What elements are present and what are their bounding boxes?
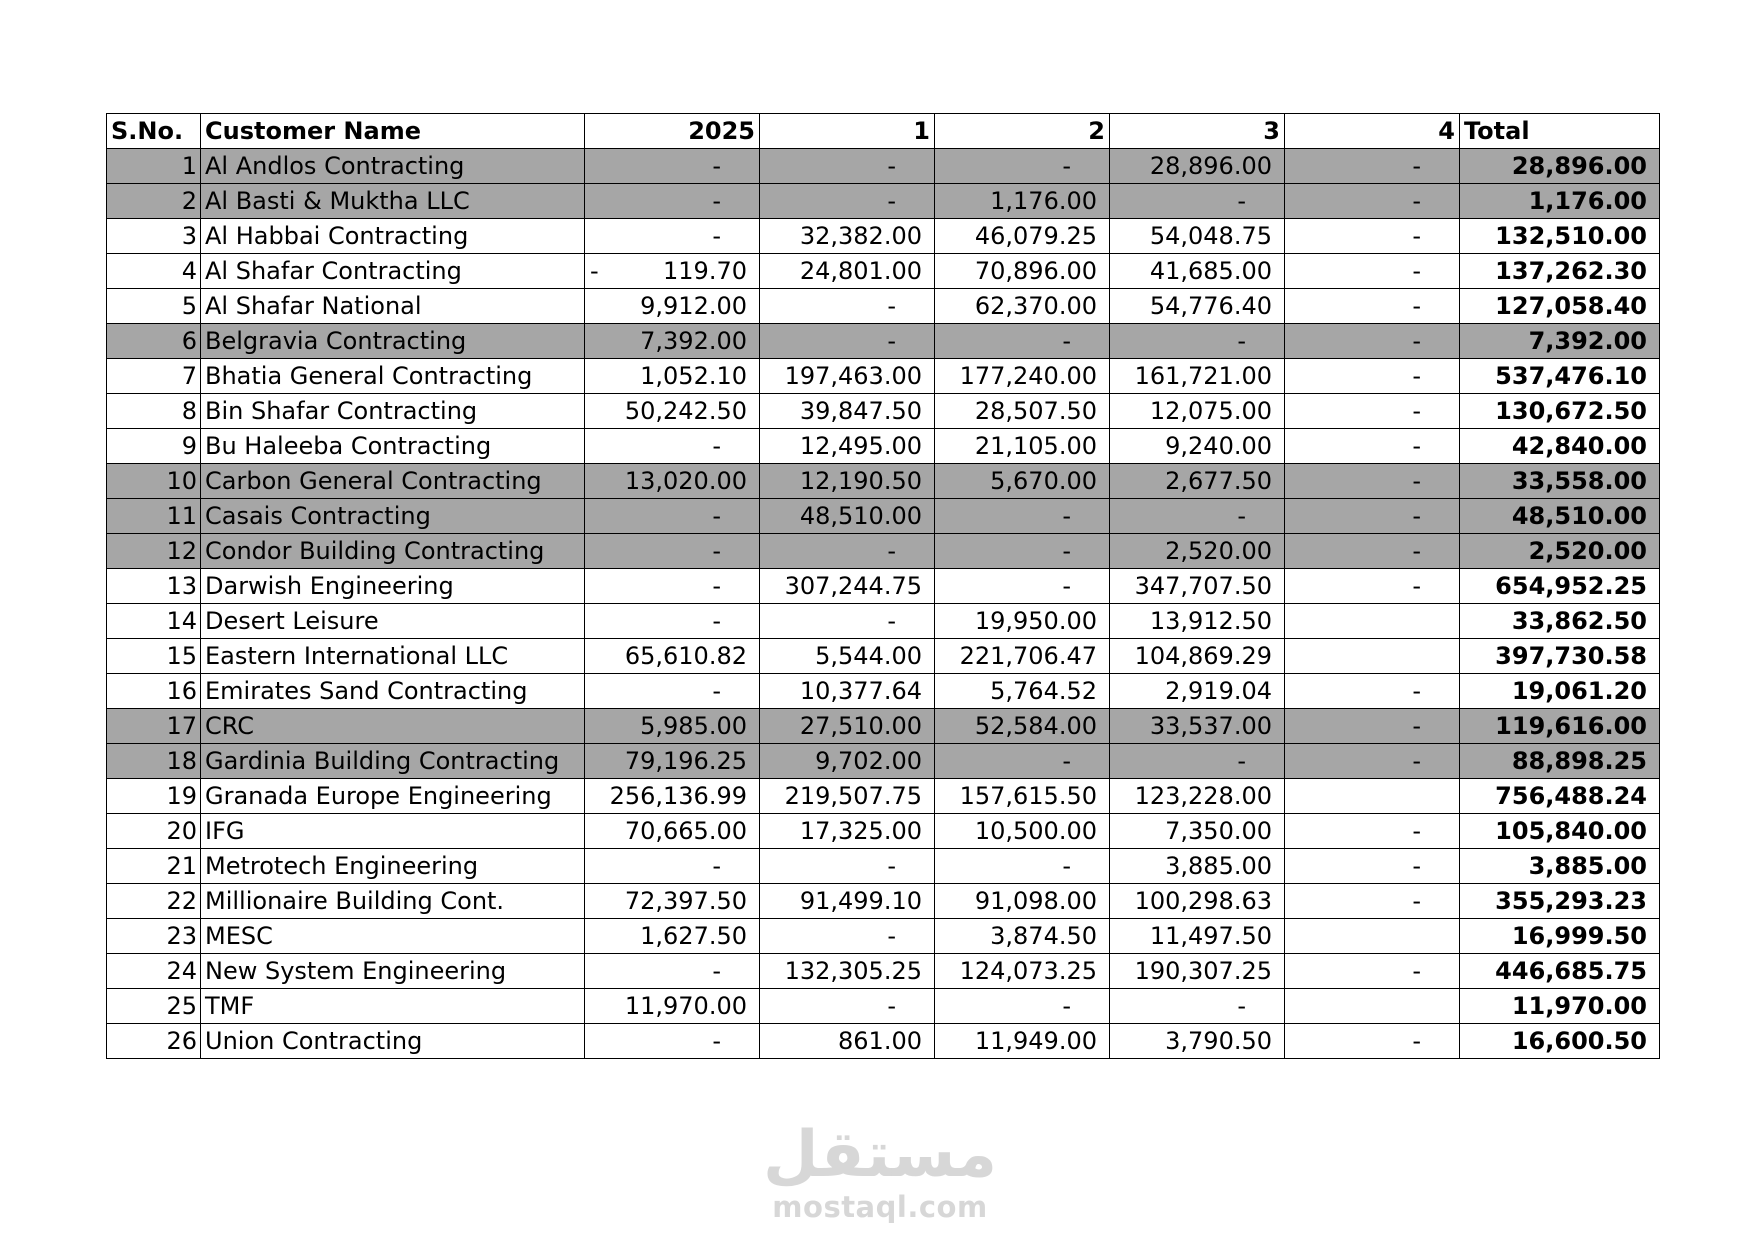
cell-total: 137,262.30	[1460, 254, 1660, 289]
watermark	[760, 1120, 1000, 1224]
cell-col-2: 21,105.00	[935, 429, 1110, 464]
cell-customer-name: Gardinia Building Contracting	[201, 744, 585, 779]
customer-table	[106, 113, 1660, 1059]
cell-col-2025: -	[585, 849, 760, 884]
header-row	[107, 114, 1660, 149]
cell-col-2025: 72,397.50	[585, 884, 760, 919]
cell-col-3: 13,912.50	[1110, 604, 1285, 639]
cell-col-3: -	[1110, 184, 1285, 219]
table-row	[107, 779, 1660, 814]
cell-col-4	[1285, 989, 1460, 1024]
cell-customer-name: Metrotech Engineering	[201, 849, 585, 884]
cell-total: 130,672.50	[1460, 394, 1660, 429]
cell-sno: 1	[107, 149, 201, 184]
cell-sno: 15	[107, 639, 201, 674]
table-row	[107, 919, 1660, 954]
cell-total: 654,952.25	[1460, 569, 1660, 604]
table-row	[107, 814, 1660, 849]
cell-col-2: 3,874.50	[935, 919, 1110, 954]
cell-col-2025: -	[585, 1024, 760, 1059]
table-row	[107, 569, 1660, 604]
cell-total: 33,862.50	[1460, 604, 1660, 639]
cell-sno: 11	[107, 499, 201, 534]
cell-col-3: -	[1110, 744, 1285, 779]
cell-col-1: 24,801.00	[760, 254, 935, 289]
cell-col-4: -	[1285, 569, 1460, 604]
cell-col-4: -	[1285, 849, 1460, 884]
cell-col-2025: -	[585, 149, 760, 184]
cell-col-1: -	[760, 289, 935, 324]
cell-col-4	[1285, 604, 1460, 639]
cell-total: 537,476.10	[1460, 359, 1660, 394]
cell-col-3: -	[1110, 989, 1285, 1024]
cell-sno: 16	[107, 674, 201, 709]
cell-col-4: -	[1285, 674, 1460, 709]
cell-total: 119,616.00	[1460, 709, 1660, 744]
header-sno: S.No.	[107, 114, 201, 149]
cell-total: 3,885.00	[1460, 849, 1660, 884]
cell-customer-name: New System Engineering	[201, 954, 585, 989]
cell-col-2: 177,240.00	[935, 359, 1110, 394]
cell-sno: 10	[107, 464, 201, 499]
cell-col-1: 9,702.00	[760, 744, 935, 779]
cell-col-2: 5,670.00	[935, 464, 1110, 499]
cell-col-4: -	[1285, 499, 1460, 534]
cell-col-3: 7,350.00	[1110, 814, 1285, 849]
cell-col-2025: -	[585, 429, 760, 464]
cell-col-3: 9,240.00	[1110, 429, 1285, 464]
cell-col-3: 12,075.00	[1110, 394, 1285, 429]
cell-customer-name: Belgravia Contracting	[201, 324, 585, 359]
cell-sno: 12	[107, 534, 201, 569]
table-row	[107, 849, 1660, 884]
cell-total: 42,840.00	[1460, 429, 1660, 464]
cell-sno: 6	[107, 324, 201, 359]
cell-col-2: 28,507.50	[935, 394, 1110, 429]
cell-col-2025	[585, 254, 760, 289]
cell-col-2: 10,500.00	[935, 814, 1110, 849]
cell-total: 7,392.00	[1460, 324, 1660, 359]
cell-total: 11,970.00	[1460, 989, 1660, 1024]
cell-col-4: -	[1285, 744, 1460, 779]
watermark-url: mostaql.com	[772, 1190, 988, 1224]
table-row	[107, 1024, 1660, 1059]
cell-total: 88,898.25	[1460, 744, 1660, 779]
cell-col-2025: -	[585, 954, 760, 989]
table-row	[107, 254, 1660, 289]
cell-col-1: 861.00	[760, 1024, 935, 1059]
cell-col-2: -	[935, 569, 1110, 604]
cell-col-3: 33,537.00	[1110, 709, 1285, 744]
cell-col-4: -	[1285, 464, 1460, 499]
cell-customer-name: Al Basti & Muktha LLC	[201, 184, 585, 219]
cell-col-1: 32,382.00	[760, 219, 935, 254]
cell-col-4: -	[1285, 709, 1460, 744]
negative-sign: -	[590, 257, 599, 285]
cell-col-2025: 13,020.00	[585, 464, 760, 499]
cell-col-1: 91,499.10	[760, 884, 935, 919]
cell-col-4: -	[1285, 1024, 1460, 1059]
header-4: 4	[1285, 114, 1460, 149]
cell-col-2025: 256,136.99	[585, 779, 760, 814]
cell-col-4: -	[1285, 359, 1460, 394]
cell-col-2025: 50,242.50	[585, 394, 760, 429]
table-row	[107, 394, 1660, 429]
table-body	[107, 149, 1660, 1059]
cell-col-1: 39,847.50	[760, 394, 935, 429]
header-customer-name: Customer Name	[201, 114, 585, 149]
cell-col-1: 17,325.00	[760, 814, 935, 849]
cell-col-1: -	[760, 184, 935, 219]
cell-sno: 3	[107, 219, 201, 254]
cell-customer-name: TMF	[201, 989, 585, 1024]
cell-col-2: -	[935, 499, 1110, 534]
cell-col-4: -	[1285, 394, 1460, 429]
table-row	[107, 674, 1660, 709]
cell-col-4: -	[1285, 324, 1460, 359]
cell-col-1: -	[760, 534, 935, 569]
cell-customer-name: Bhatia General Contracting	[201, 359, 585, 394]
cell-customer-name: Condor Building Contracting	[201, 534, 585, 569]
cell-sno: 24	[107, 954, 201, 989]
table-row	[107, 464, 1660, 499]
cell-sno: 26	[107, 1024, 201, 1059]
cell-col-3: 3,885.00	[1110, 849, 1285, 884]
cell-col-1: -	[760, 849, 935, 884]
cell-total: 28,896.00	[1460, 149, 1660, 184]
header-3: 3	[1110, 114, 1285, 149]
cell-col-2: 1,176.00	[935, 184, 1110, 219]
table-row	[107, 429, 1660, 464]
cell-sno: 14	[107, 604, 201, 639]
cell-col-1: 12,495.00	[760, 429, 935, 464]
cell-col-3: 28,896.00	[1110, 149, 1285, 184]
cell-col-3: 2,520.00	[1110, 534, 1285, 569]
cell-col-2025: -	[585, 184, 760, 219]
cell-col-2: -	[935, 849, 1110, 884]
cell-customer-name: Granada Europe Engineering	[201, 779, 585, 814]
cell-col-3: 41,685.00	[1110, 254, 1285, 289]
cell-col-2025: 9,912.00	[585, 289, 760, 324]
cell-customer-name: Eastern International LLC	[201, 639, 585, 674]
cell-customer-name: MESC	[201, 919, 585, 954]
table-row	[107, 884, 1660, 919]
cell-sno: 19	[107, 779, 201, 814]
cell-customer-name: CRC	[201, 709, 585, 744]
cell-sno: 17	[107, 709, 201, 744]
cell-col-2: -	[935, 534, 1110, 569]
cell-col-2025: 7,392.00	[585, 324, 760, 359]
cell-col-2025: 70,665.00	[585, 814, 760, 849]
table-row	[107, 954, 1660, 989]
cell-sno: 9	[107, 429, 201, 464]
cell-customer-name: Al Shafar Contracting	[201, 254, 585, 289]
cell-sno: 8	[107, 394, 201, 429]
cell-col-1: -	[760, 149, 935, 184]
header-total: Total	[1460, 114, 1660, 149]
cell-total: 16,999.50	[1460, 919, 1660, 954]
cell-total: 48,510.00	[1460, 499, 1660, 534]
cell-col-3: 2,919.04	[1110, 674, 1285, 709]
cell-sno: 2	[107, 184, 201, 219]
cell-col-1: 10,377.64	[760, 674, 935, 709]
header-2025: 2025	[585, 114, 760, 149]
cell-col-2025: 1,627.50	[585, 919, 760, 954]
cell-col-2: 5,764.52	[935, 674, 1110, 709]
cell-col-1: 12,190.50	[760, 464, 935, 499]
cell-col-1: -	[760, 324, 935, 359]
cell-col-2: -	[935, 989, 1110, 1024]
cell-col-2: 46,079.25	[935, 219, 1110, 254]
cell-sno: 18	[107, 744, 201, 779]
cell-sno: 25	[107, 989, 201, 1024]
cell-col-1: 197,463.00	[760, 359, 935, 394]
table-row	[107, 219, 1660, 254]
cell-col-2: 91,098.00	[935, 884, 1110, 919]
cell-col-3: 123,228.00	[1110, 779, 1285, 814]
cell-col-2: -	[935, 149, 1110, 184]
cell-col-3: 104,869.29	[1110, 639, 1285, 674]
cell-col-1: -	[760, 604, 935, 639]
cell-col-3: 190,307.25	[1110, 954, 1285, 989]
cell-total: 397,730.58	[1460, 639, 1660, 674]
cell-col-4	[1285, 639, 1460, 674]
cell-col-3: 54,776.40	[1110, 289, 1285, 324]
cell-col-4	[1285, 779, 1460, 814]
cell-col-1: -	[760, 919, 935, 954]
table-row	[107, 324, 1660, 359]
cell-col-2: 70,896.00	[935, 254, 1110, 289]
cell-customer-name: Emirates Sand Contracting	[201, 674, 585, 709]
cell-col-4: -	[1285, 534, 1460, 569]
cell-customer-name: Bin Shafar Contracting	[201, 394, 585, 429]
table-row	[107, 709, 1660, 744]
cell-col-1: -	[760, 989, 935, 1024]
table-row	[107, 499, 1660, 534]
cell-sno: 4	[107, 254, 201, 289]
cell-customer-name: Desert Leisure	[201, 604, 585, 639]
cell-col-4: -	[1285, 289, 1460, 324]
cell-col-2025: -	[585, 219, 760, 254]
cell-col-4: -	[1285, 954, 1460, 989]
cell-total: 33,558.00	[1460, 464, 1660, 499]
cell-total: 446,685.75	[1460, 954, 1660, 989]
cell-col-3: 3,790.50	[1110, 1024, 1285, 1059]
cell-col-3: 11,497.50	[1110, 919, 1285, 954]
cell-total: 16,600.50	[1460, 1024, 1660, 1059]
header-1: 1	[760, 114, 935, 149]
cell-customer-name: Bu Haleeba Contracting	[201, 429, 585, 464]
table-row	[107, 359, 1660, 394]
table-row	[107, 534, 1660, 569]
cell-customer-name: Al Andlos Contracting	[201, 149, 585, 184]
cell-total: 2,520.00	[1460, 534, 1660, 569]
cell-col-2: 157,615.50	[935, 779, 1110, 814]
cell-col-2025: 11,970.00	[585, 989, 760, 1024]
cell-total: 132,510.00	[1460, 219, 1660, 254]
cell-col-4: -	[1285, 429, 1460, 464]
table-row	[107, 744, 1660, 779]
cell-col-4: -	[1285, 149, 1460, 184]
cell-col-2025: -	[585, 499, 760, 534]
cell-col-3: 347,707.50	[1110, 569, 1285, 604]
cell-customer-name: Carbon General Contracting	[201, 464, 585, 499]
cell-col-3: 100,298.63	[1110, 884, 1285, 919]
cell-col-2: 11,949.00	[935, 1024, 1110, 1059]
table-row	[107, 989, 1660, 1024]
cell-total: 355,293.23	[1460, 884, 1660, 919]
cell-col-2025: -	[585, 674, 760, 709]
header-2: 2	[935, 114, 1110, 149]
cell-col-2: 62,370.00	[935, 289, 1110, 324]
cell-customer-name: Al Habbai Contracting	[201, 219, 585, 254]
cell-col-1: 27,510.00	[760, 709, 935, 744]
cell-col-1: 132,305.25	[760, 954, 935, 989]
cell-col-4: -	[1285, 254, 1460, 289]
cell-col-2: -	[935, 324, 1110, 359]
cell-col-2025: 65,610.82	[585, 639, 760, 674]
cell-total: 1,176.00	[1460, 184, 1660, 219]
cell-col-2025: 79,196.25	[585, 744, 760, 779]
cell-col-4: -	[1285, 814, 1460, 849]
cell-customer-name: IFG	[201, 814, 585, 849]
cell-col-2: 52,584.00	[935, 709, 1110, 744]
cell-col-4: -	[1285, 184, 1460, 219]
cell-col-4	[1285, 919, 1460, 954]
cell-customer-name: Al Shafar National	[201, 289, 585, 324]
cell-col-2025: 5,985.00	[585, 709, 760, 744]
cell-sno: 22	[107, 884, 201, 919]
table-row	[107, 289, 1660, 324]
cell-sno: 20	[107, 814, 201, 849]
table-row	[107, 639, 1660, 674]
table-row	[107, 149, 1660, 184]
cell-col-1: 219,507.75	[760, 779, 935, 814]
table-row	[107, 604, 1660, 639]
cell-col-2025: -	[585, 569, 760, 604]
cell-col-4: -	[1285, 219, 1460, 254]
cell-col-3: -	[1110, 499, 1285, 534]
cell-total: 127,058.40	[1460, 289, 1660, 324]
cell-col-4: -	[1285, 884, 1460, 919]
cell-col-1: 307,244.75	[760, 569, 935, 604]
cell-sno: 13	[107, 569, 201, 604]
watermark-logo: مستقل	[762, 1118, 998, 1192]
cell-sno: 5	[107, 289, 201, 324]
cell-col-2: 124,073.25	[935, 954, 1110, 989]
cell-col-3: 2,677.50	[1110, 464, 1285, 499]
cell-total: 756,488.24	[1460, 779, 1660, 814]
cell-col-3: -	[1110, 324, 1285, 359]
cell-total: 105,840.00	[1460, 814, 1660, 849]
table-row	[107, 184, 1660, 219]
cell-sno: 7	[107, 359, 201, 394]
cell-col-3: 54,048.75	[1110, 219, 1285, 254]
cell-col-2025: -	[585, 534, 760, 569]
cell-total: 19,061.20	[1460, 674, 1660, 709]
cell-col-2: 19,950.00	[935, 604, 1110, 639]
cell-customer-name: Casais Contracting	[201, 499, 585, 534]
cell-col-2025: -	[585, 604, 760, 639]
cell-customer-name: Darwish Engineering	[201, 569, 585, 604]
cell-col-1: 5,544.00	[760, 639, 935, 674]
cell-col-1: 48,510.00	[760, 499, 935, 534]
cell-col-2: 221,706.47	[935, 639, 1110, 674]
cell-col-2: -	[935, 744, 1110, 779]
cell-sno: 21	[107, 849, 201, 884]
cell-sno: 23	[107, 919, 201, 954]
cell-customer-name: Union Contracting	[201, 1024, 585, 1059]
cell-customer-name: Millionaire Building Cont.	[201, 884, 585, 919]
cell-col-3: 161,721.00	[1110, 359, 1285, 394]
cell-value: 119.70	[663, 257, 747, 285]
cell-col-2025: 1,052.10	[585, 359, 760, 394]
